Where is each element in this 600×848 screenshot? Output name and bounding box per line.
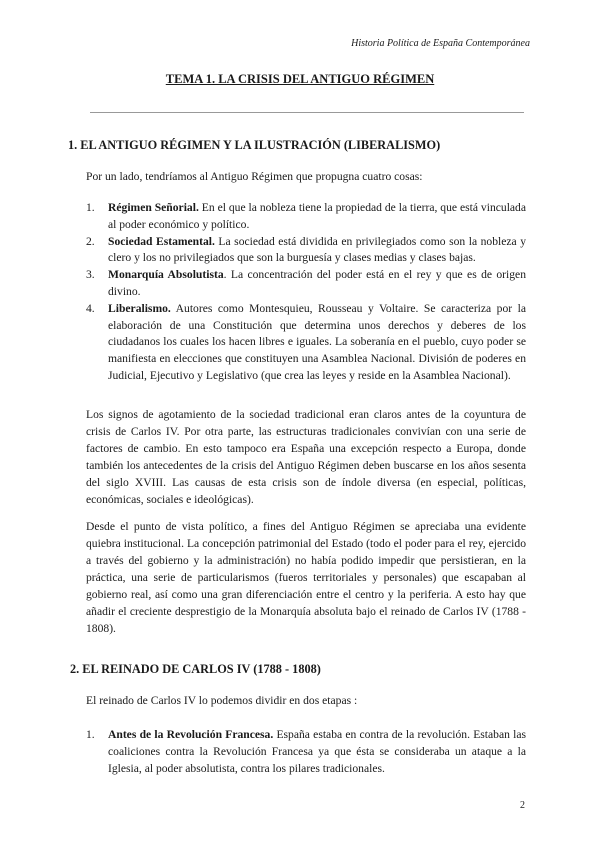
list-item-term: Monarquía Absolutista bbox=[108, 268, 224, 282]
list-item-term: Régimen Señorial. bbox=[108, 201, 199, 214]
list-item-text: . La concentración del poder está en el rey y que es de origen divino. bbox=[108, 268, 526, 298]
page-title: TEMA 1. LA CRISIS DEL ANTIGUO RÉGIMEN bbox=[165, 72, 435, 86]
list-item-text: La sociedad está dividida en privilegiados como son la nobleza y clero y los no privilegiados que son la burguesía y clases medias y clases bajas. bbox=[108, 234, 526, 265]
list-item bbox=[86, 267, 526, 301]
title-divider bbox=[90, 112, 524, 113]
list-item-text: España estaba en contra de la revolución. Estaban las coaliciones contra la Revolución Francesa ya que ésta se consideraba un ataque a la Iglesia, al poder absolutista, contra los pilares tradicionales. bbox=[108, 728, 526, 775]
running-header: Historia Política de España Contemporánea bbox=[351, 38, 530, 49]
section-2-heading: 2. EL REINADO DE CARLOS IV (1788 - 1808) bbox=[70, 662, 321, 676]
list-item-text: Autores como Montesquieu, Rousseau y Voltaire. Se caracteriza por la elaboración de una Constitución que determina unos derechos y deberes de los ciudadanos los cuales los hacen libres e iguales. La soberanía en el pueblo, cuyo poder se manifiesta en elecciones que constituyen una Asamblea Nacional. División de poderes en Judicial, Ejecutivo y Legislativo (que crea las leyes y reside en la Asamblea Nacional). bbox=[108, 301, 526, 382]
section-2-list bbox=[86, 727, 526, 777]
list-item bbox=[86, 727, 526, 777]
section-2-intro: El reinado de Carlos IV lo podemos dividir en dos etapas : bbox=[86, 694, 358, 707]
list-item-number: 1. bbox=[86, 201, 95, 214]
section-1-intro: Por un lado, tendríamos al Antiguo Régimen que propugna cuatro cosas: bbox=[86, 170, 423, 183]
list-item-text: En el que la nobleza tiene la propiedad de la tierra, que está vinculada al poder económico y político. bbox=[108, 201, 526, 231]
paragraph: Desde el punto de vista político, a fines del Antiguo Régimen se apreciaba una evidente quiebra institucional. La concepción patrimonial del Estado (todo el poder para el rey, ejercido a través del gobierno y la administración) no había podido impedir que persistieran, en la práctica, una serie de particularismos (fueros territoriales y personales) que escapaban al gobierno real, así como una gran diferenciación entre el centro y la periferia. A esto hay que añadir el creciente desprestigio de la Monarquía absoluta bajo el reinado de Carlos IV (1788 - 1808). bbox=[86, 520, 526, 635]
list-item bbox=[86, 234, 526, 268]
page-number: 2 bbox=[520, 800, 525, 811]
list-item-number: 2. bbox=[86, 234, 95, 248]
section-1-list bbox=[86, 200, 526, 385]
paragraph: Los signos de agotamiento de la sociedad tradicional eran claros antes de la coyuntura de crisis de Carlos IV. Por otra parte, las estructuras tradicionales convivían con una serie de factores de cambio. En esto tampoco era España una excepción respecto a Europa, donde también los antecedentes de la crisis del Antiguo Régimen deben buscarse en los años sesenta del siglo XVIII. Las causas de esta crisis son de índole diversa (en especial, políticas, económicas, sociales e ideológicas). bbox=[86, 408, 526, 506]
list-item-number: 4. bbox=[86, 301, 95, 315]
list-item bbox=[86, 200, 526, 234]
list-item-term: Liberalismo. bbox=[108, 301, 171, 315]
list-item-term: Sociedad Estamental. bbox=[108, 234, 215, 248]
section-1-heading: 1. EL ANTIGUO RÉGIMEN Y LA ILUSTRACIÓN (LIBERALISMO) bbox=[68, 138, 441, 152]
list-item-number: 3. bbox=[86, 268, 95, 282]
list-item-number: 1. bbox=[86, 728, 95, 741]
list-item-term: Antes de la Revolución Francesa. bbox=[108, 728, 274, 741]
list-item bbox=[86, 301, 526, 385]
